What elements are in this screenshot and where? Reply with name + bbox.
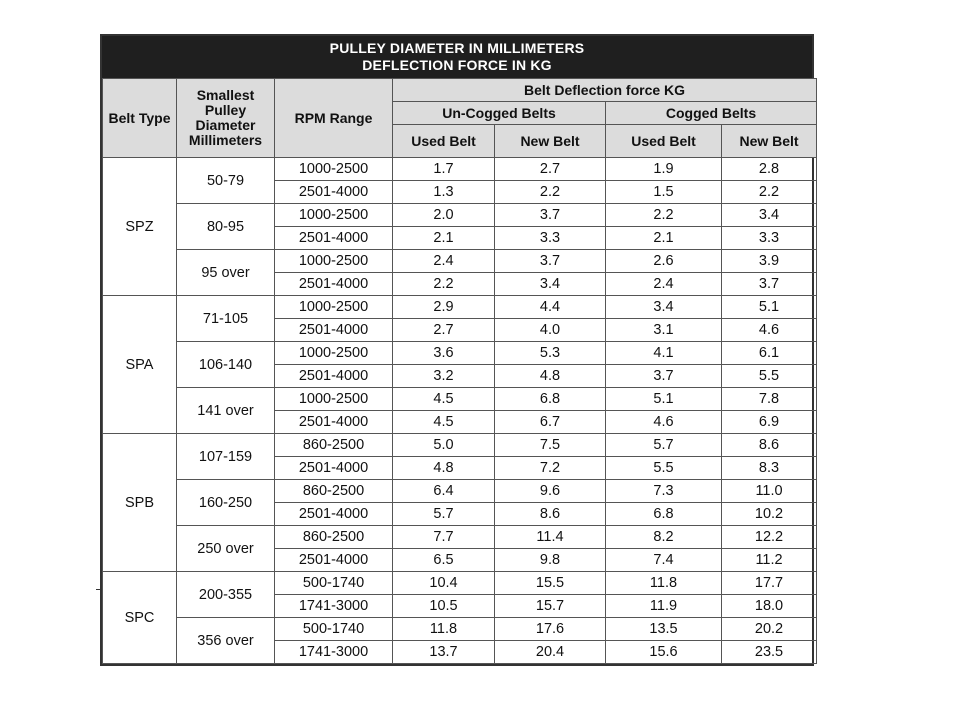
table-row [103,296,817,319]
uncogged-used-cell: 4.5 [393,388,495,411]
cogged-new-cell: 18.0 [722,595,817,618]
table-row [103,480,817,503]
belt-type-cell: SPZ [103,158,177,296]
cogged-used-cell: 13.5 [606,618,722,641]
pulley-diameter-cell: 80-95 [177,204,275,250]
cogged-new-cell: 20.2 [722,618,817,641]
cogged-used-cell: 7.3 [606,480,722,503]
deflection-force-table [102,78,817,664]
cogged-new-cell: 3.4 [722,204,817,227]
pulley-diameter-cell: 356 over [177,618,275,664]
uncogged-used-cell: 2.0 [393,204,495,227]
uncogged-used-cell: 2.7 [393,319,495,342]
uncogged-new-cell: 20.4 [495,641,606,664]
uncogged-new-cell: 3.4 [495,273,606,296]
rpm-range-cell: 2501-4000 [275,549,393,572]
cogged-used-cell: 5.7 [606,434,722,457]
belt-type-cell: SPC [103,572,177,664]
uncogged-new-cell: 7.2 [495,457,606,480]
uncogged-new-cell: 2.2 [495,181,606,204]
cogged-used-cell: 2.4 [606,273,722,296]
table-row [103,618,817,641]
rpm-range-cell: 1741-3000 [275,595,393,618]
cogged-used-cell: 8.2 [606,526,722,549]
cogged-new-cell: 3.7 [722,273,817,296]
uncogged-new-cell: 11.4 [495,526,606,549]
uncogged-used-cell: 2.9 [393,296,495,319]
cogged-used-cell: 2.2 [606,204,722,227]
uncogged-used-cell: 5.0 [393,434,495,457]
cogged-used-cell: 4.6 [606,411,722,434]
header-belt-deflection-force: Belt Deflection force KG [393,79,817,102]
pulley-diameter-cell: 50-79 [177,158,275,204]
cogged-used-cell: 11.8 [606,572,722,595]
rpm-range-cell: 2501-4000 [275,365,393,388]
cogged-used-cell: 6.8 [606,503,722,526]
rpm-range-cell: 860-2500 [275,434,393,457]
pulley-diameter-cell: 107-159 [177,434,275,480]
uncogged-used-cell: 1.7 [393,158,495,181]
cogged-new-cell: 4.6 [722,319,817,342]
cogged-used-cell: 2.1 [606,227,722,250]
uncogged-new-cell: 2.7 [495,158,606,181]
header-uncogged-used-belt: Used Belt [393,125,495,158]
table-row [103,388,817,411]
header-rpm-range: RPM Range [275,79,393,158]
rpm-range-cell: 2501-4000 [275,503,393,526]
cogged-new-cell: 5.1 [722,296,817,319]
uncogged-used-cell: 2.2 [393,273,495,296]
cogged-new-cell: 10.2 [722,503,817,526]
rpm-range-cell: 2501-4000 [275,411,393,434]
uncogged-new-cell: 6.8 [495,388,606,411]
cogged-used-cell: 15.6 [606,641,722,664]
cogged-used-cell: 1.9 [606,158,722,181]
header-uncogged-new-belt: New Belt [495,125,606,158]
rpm-range-cell: 2501-4000 [275,273,393,296]
uncogged-used-cell: 6.4 [393,480,495,503]
cogged-new-cell: 6.9 [722,411,817,434]
pulley-diameter-cell: 95 over [177,250,275,296]
uncogged-new-cell: 5.3 [495,342,606,365]
uncogged-new-cell: 4.4 [495,296,606,319]
uncogged-new-cell: 15.5 [495,572,606,595]
cogged-new-cell: 8.6 [722,434,817,457]
cogged-used-cell: 7.4 [606,549,722,572]
header-cogged-new-belt: New Belt [722,125,817,158]
belt-type-cell: SPA [103,296,177,434]
table-body [103,158,817,664]
table-header [103,79,817,158]
cogged-used-cell: 1.5 [606,181,722,204]
pulley-diameter-cell: 141 over [177,388,275,434]
cogged-used-cell: 5.5 [606,457,722,480]
pulley-diameter-cell: 160-250 [177,480,275,526]
table-row [103,342,817,365]
uncogged-new-cell: 7.5 [495,434,606,457]
header-cogged-used-belt: Used Belt [606,125,722,158]
rpm-range-cell: 1000-2500 [275,388,393,411]
cogged-used-cell: 3.4 [606,296,722,319]
cogged-new-cell: 17.7 [722,572,817,595]
cogged-used-cell: 3.1 [606,319,722,342]
table-title-bar [102,36,812,78]
cogged-used-cell: 4.1 [606,342,722,365]
pulley-diameter-cell: 250 over [177,526,275,572]
table-row [103,158,817,181]
table-title-line2: DEFLECTION FORCE IN KG [362,57,552,73]
margin-rule [96,589,100,590]
rpm-range-cell: 1000-2500 [275,342,393,365]
rpm-range-cell: 860-2500 [275,480,393,503]
uncogged-used-cell: 10.5 [393,595,495,618]
table-row [103,204,817,227]
rpm-range-cell: 2501-4000 [275,457,393,480]
rpm-range-cell: 2501-4000 [275,181,393,204]
uncogged-used-cell: 3.2 [393,365,495,388]
deflection-force-table-sheet [100,34,814,666]
rpm-range-cell: 1000-2500 [275,204,393,227]
uncogged-new-cell: 4.8 [495,365,606,388]
cogged-used-cell: 3.7 [606,365,722,388]
table-row [103,250,817,273]
table-title-line1: PULLEY DIAMETER IN MILLIMETERS [329,40,585,56]
uncogged-used-cell: 13.7 [393,641,495,664]
uncogged-used-cell: 10.4 [393,572,495,595]
header-smallest-pulley-diameter: Smallest Pulley Diameter Millimeters [177,79,275,158]
cogged-new-cell: 2.2 [722,181,817,204]
cogged-new-cell: 6.1 [722,342,817,365]
rpm-range-cell: 1000-2500 [275,250,393,273]
uncogged-new-cell: 6.7 [495,411,606,434]
header-cogged-belts: Cogged Belts [606,102,817,125]
header-belt-type: Belt Type [103,79,177,158]
uncogged-new-cell: 15.7 [495,595,606,618]
cogged-new-cell: 12.2 [722,526,817,549]
uncogged-new-cell: 3.3 [495,227,606,250]
cogged-used-cell: 2.6 [606,250,722,273]
pulley-diameter-cell: 71-105 [177,296,275,342]
rpm-range-cell: 1741-3000 [275,641,393,664]
uncogged-used-cell: 2.4 [393,250,495,273]
pulley-diameter-cell: 106-140 [177,342,275,388]
uncogged-used-cell: 2.1 [393,227,495,250]
cogged-new-cell: 5.5 [722,365,817,388]
uncogged-new-cell: 9.8 [495,549,606,572]
uncogged-new-cell: 4.0 [495,319,606,342]
uncogged-used-cell: 4.5 [393,411,495,434]
uncogged-used-cell: 3.6 [393,342,495,365]
rpm-range-cell: 860-2500 [275,526,393,549]
cogged-new-cell: 2.8 [722,158,817,181]
rpm-range-cell: 1000-2500 [275,158,393,181]
cogged-new-cell: 3.9 [722,250,817,273]
cogged-new-cell: 8.3 [722,457,817,480]
cogged-new-cell: 3.3 [722,227,817,250]
uncogged-new-cell: 3.7 [495,204,606,227]
table-row [103,572,817,595]
header-uncogged-belts: Un-Cogged Belts [393,102,606,125]
uncogged-used-cell: 7.7 [393,526,495,549]
pulley-diameter-cell: 200-355 [177,572,275,618]
rpm-range-cell: 1000-2500 [275,296,393,319]
belt-type-cell: SPB [103,434,177,572]
rpm-range-cell: 500-1740 [275,572,393,595]
uncogged-new-cell: 9.6 [495,480,606,503]
uncogged-used-cell: 11.8 [393,618,495,641]
cogged-used-cell: 5.1 [606,388,722,411]
cogged-new-cell: 7.8 [722,388,817,411]
cogged-used-cell: 11.9 [606,595,722,618]
cogged-new-cell: 23.5 [722,641,817,664]
uncogged-used-cell: 6.5 [393,549,495,572]
uncogged-new-cell: 8.6 [495,503,606,526]
table-row [103,526,817,549]
rpm-range-cell: 2501-4000 [275,319,393,342]
uncogged-used-cell: 4.8 [393,457,495,480]
table-row [103,434,817,457]
rpm-range-cell: 2501-4000 [275,227,393,250]
cogged-new-cell: 11.0 [722,480,817,503]
uncogged-used-cell: 1.3 [393,181,495,204]
uncogged-new-cell: 3.7 [495,250,606,273]
rpm-range-cell: 500-1740 [275,618,393,641]
uncogged-used-cell: 5.7 [393,503,495,526]
uncogged-new-cell: 17.6 [495,618,606,641]
cogged-new-cell: 11.2 [722,549,817,572]
